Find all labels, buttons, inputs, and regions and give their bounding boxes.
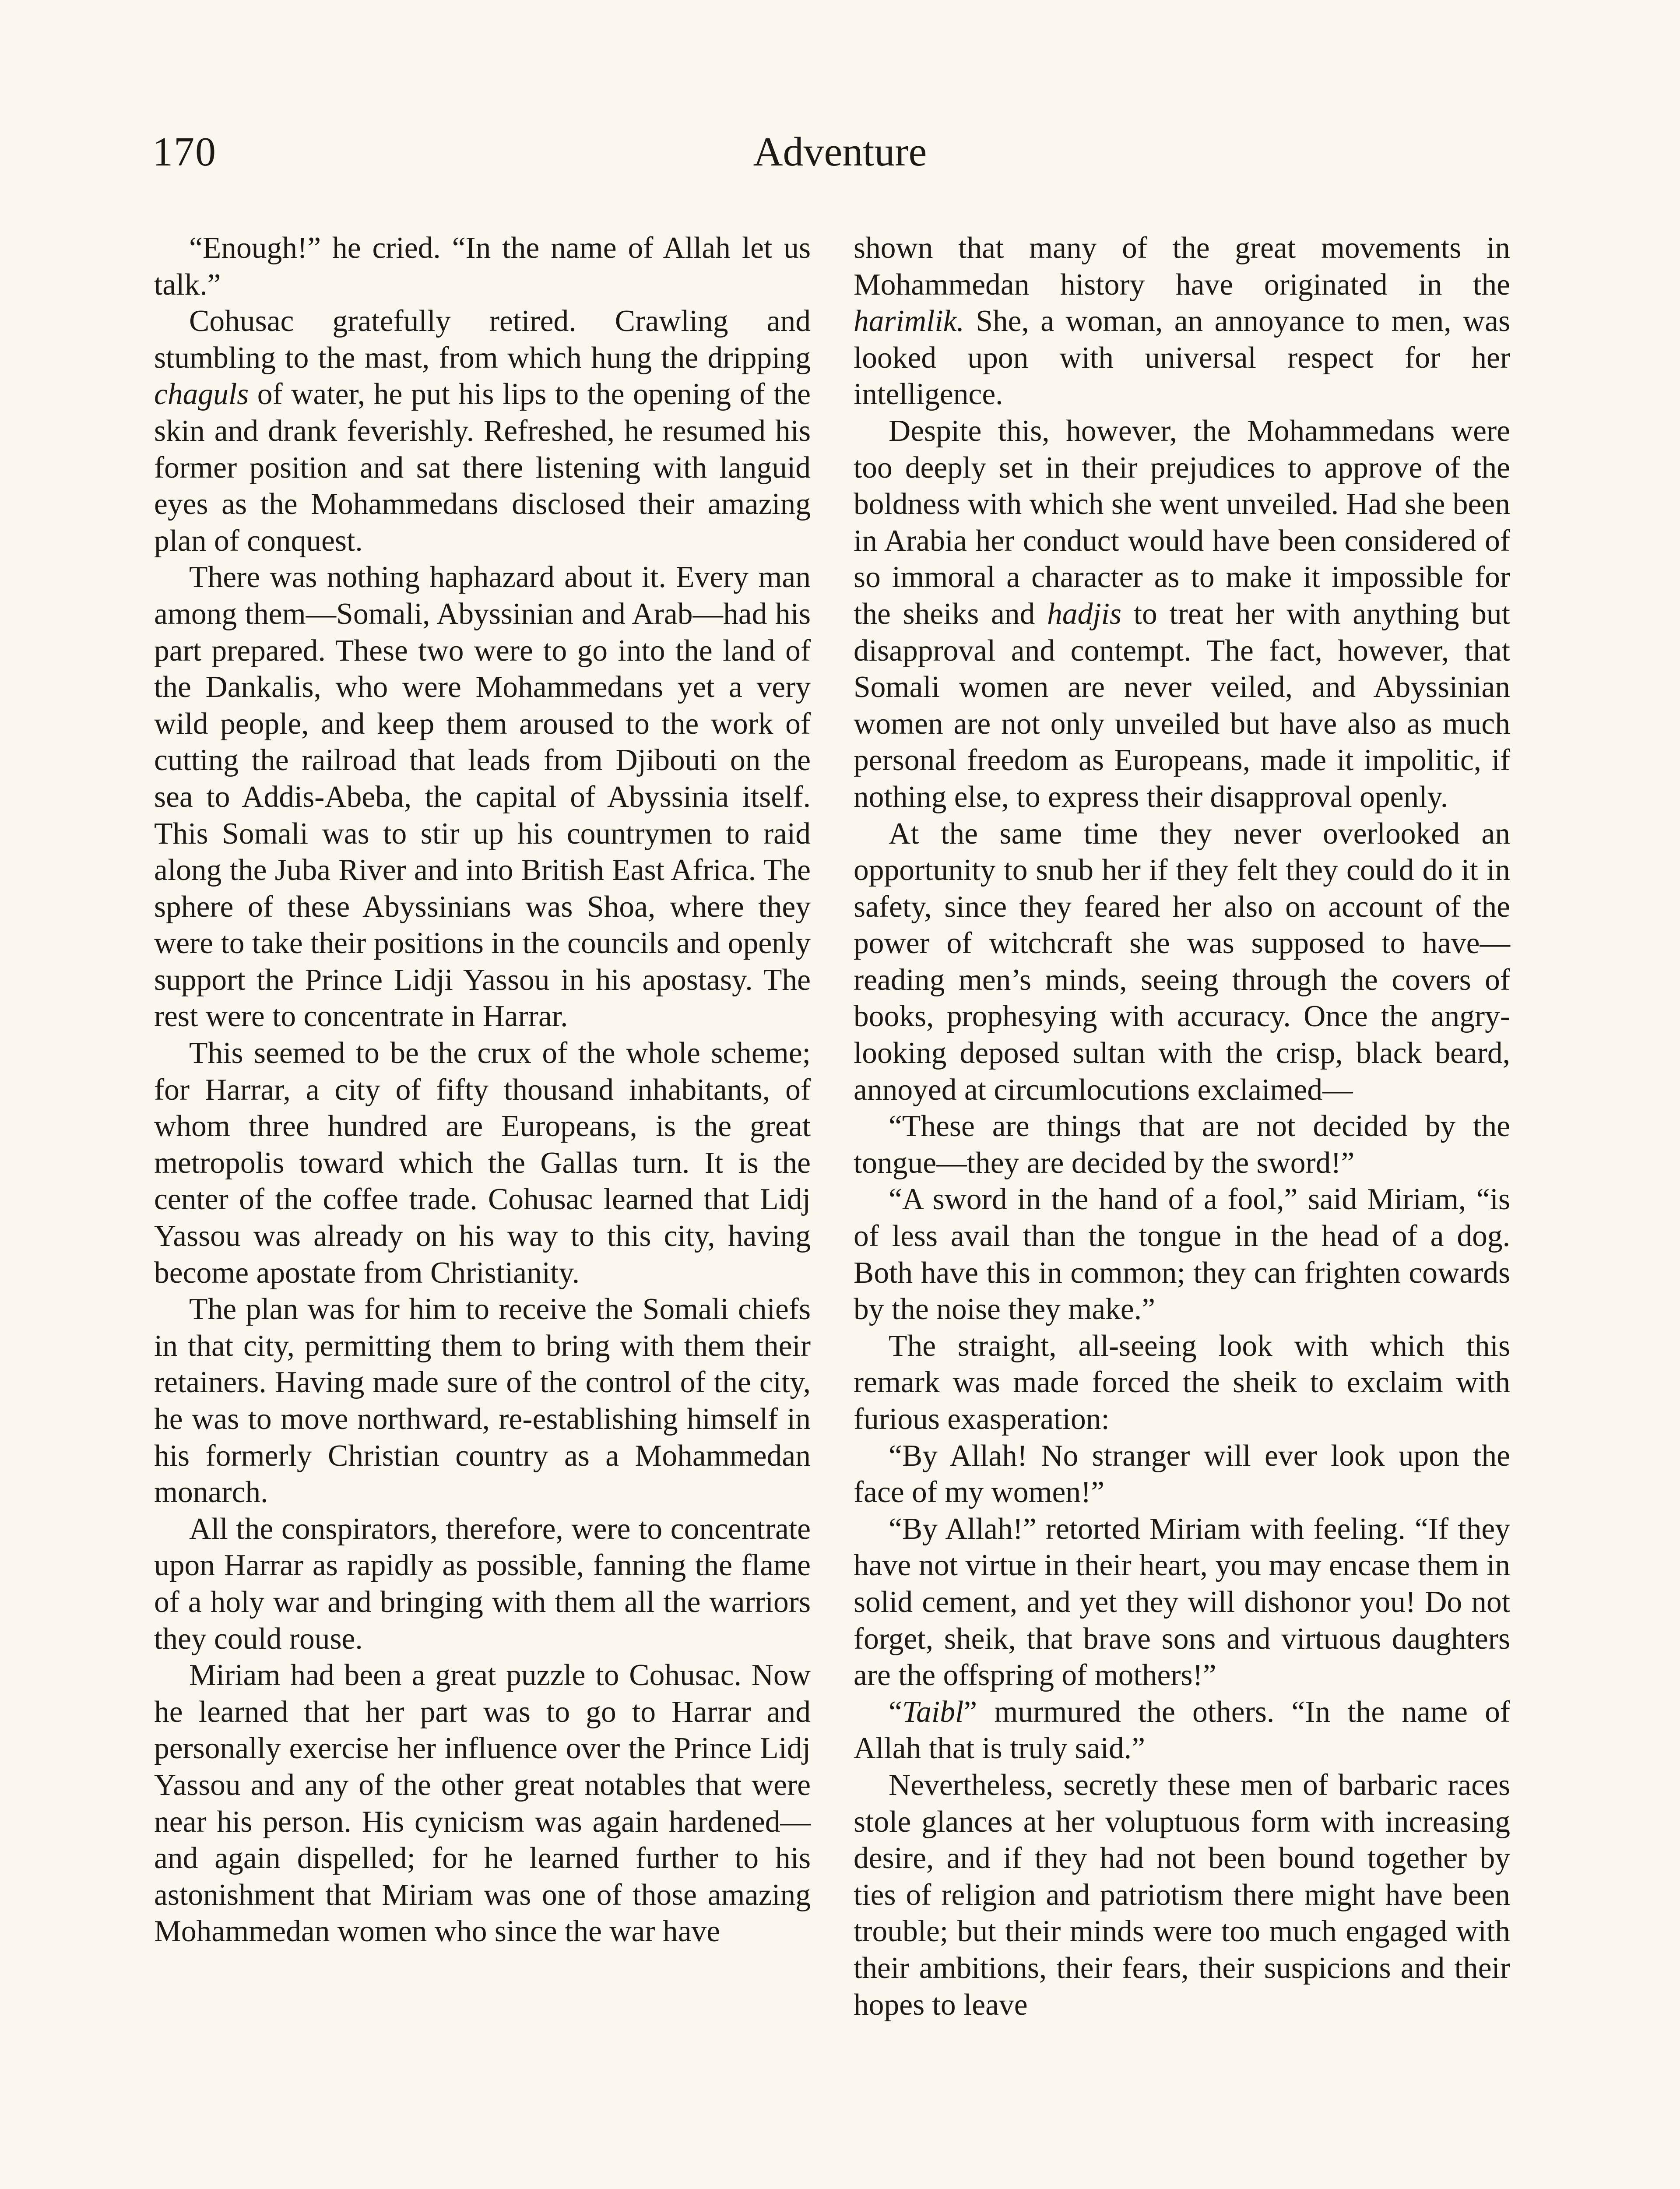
right-column xyxy=(854,230,1510,2023)
italic-term: hadjis xyxy=(1047,597,1121,631)
paragraph: This seemed to be the crux of the whole scheme; for Harrar, a city of fifty thousand inhabitants, of whom three hundred are Europeans, is the great metropolis toward which the Gallas turn. It is the center of the coffee trade. Cohusac learned that Lidj Yassou was already on his way to this city, having become apostate from Christianity. xyxy=(154,1036,811,1290)
page-number: 170 xyxy=(152,129,217,175)
italic-term: Taibl xyxy=(902,1695,964,1729)
paragraph: Despite this, however, the Mohammedans were too deeply set in their prejudices to approve of the boldness with which she went unveiled. Had she been in Arabia her conduct would have been considered of so immoral a character as to make it impossible for the sheiks and hadjis to treat her with anything but disapproval and contempt. The fact, however, that Somali women are never veiled, and Abyssinian women are not only unveiled but have also as much personal freedom as Europeans, made it impolitic, if nothing else, to express their disapproval openly. xyxy=(854,414,1510,814)
paragraph: There was nothing haphazard about it. Every man among them—Somali, Abyssinian and Arab—had his part prepared. These two were to go into the land of the Dankalis, who were Mohammedans yet a very wild people, and keep them aroused to the work of cutting the railroad that leads from Djibouti on the sea to Addis-Abeba, the capital of Abyssinia itself. This Somali was to stir up his countrymen to raid along the Juba River and into British East Africa. The sphere of these Abyssinians was Shoa, where they were to take their positions in the councils and openly support the Prince Lidji Yassou in his apostasy. The rest were to concentrate in Harrar. xyxy=(154,560,811,1034)
paragraph-continuation: shown that many of the great movements in Mohammedan history have originated in the harimlik. She, a woman, an annoyance to men, was looked upon with universal respect for her intelligence. xyxy=(854,231,1510,412)
italic-term: harimlik. xyxy=(854,304,964,338)
italic-term: chaguls xyxy=(154,377,249,412)
left-column xyxy=(154,230,811,1950)
paragraph: “Enough!” he cried. “In the name of Allah let us talk.” xyxy=(154,231,811,302)
paragraph: The plan was for him to receive the Somali chiefs in that city, permitting them to bring with them their retainers. Having made sure of the control of the city, he was to move northward, re-establishing himself in his formerly Christian country as a Mohammedan monarch. xyxy=(154,1292,811,1510)
paragraph: All the conspirators, therefore, were to concentrate upon Harrar as rapidly as possible, fanning the flame of a holy war and bringing with them all the warriors they could rouse. xyxy=(154,1512,811,1656)
paragraph: “A sword in the hand of a fool,” said Miriam, “is of less avail than the tongue in the head of a dog. Both have this in common; they can frighten cowards by the noise they make.” xyxy=(854,1182,1510,1327)
paragraph: Cohusac gratefully retired. Crawling and stumbling to the mast, from which hung the dripping chaguls of water, he put his lips to the opening of the skin and drank feverishly. Refreshed, he resumed his former position and sat there listening with languid eyes as the Mohammedans disclosed their amazing plan of conquest. xyxy=(154,304,811,558)
paragraph: Nevertheless, secretly these men of barbaric races stole glances at her voluptuous form with increasing desire, and if they had not been bound together by ties of religion and patriotism there might have been trouble; but their minds were too much engaged with their ambitions, their fears, their suspicions and their hopes to leave xyxy=(854,1768,1510,2022)
paragraph: “These are things that are not decided by the tongue—they are decided by the sword!” xyxy=(854,1109,1510,1180)
paragraph: “Taibl” murmured the others. “In the name of Allah that is truly said.” xyxy=(854,1695,1510,1766)
paragraph: Miriam had been a great puzzle to Cohusac. Now he learned that her part was to go to Harrar and personally exercise her influence over the Prince Lidj Yassou and any of the other great notables that were near his person. His cynicism was again hardened—and again dispelled; for he learned further to his astonishment that Miriam was one of those amazing Mohammedan women who since the war have xyxy=(154,1658,811,1949)
paragraph: “By Allah! No stranger will ever look upon the face of my women!” xyxy=(854,1439,1510,1510)
paragraph: At the same time they never overlooked an opportunity to snub her if they felt they could do it in safety, since they feared her also on account of the power of witchcraft she was supposed to have—reading men’s minds, seeing through the covers of books, prophesying with accuracy. Once the angry-looking deposed sultan with the crisp, black beard, annoyed at circumlocutions exclaimed— xyxy=(854,816,1510,1107)
paragraph: The straight, all-seeing look with which this remark was made forced the sheik to exclaim with furious exasperation: xyxy=(854,1329,1510,1436)
running-title: Adventure xyxy=(753,129,927,175)
paragraph: “By Allah!” retorted Miriam with feeling. “If they have not virtue in their heart, you may encase them in solid cement, and yet they will dishonor you! Do not forget, sheik, that brave sons and virtuous daughters are the offspring of mothers!” xyxy=(854,1512,1510,1693)
page-header xyxy=(0,0,1680,201)
